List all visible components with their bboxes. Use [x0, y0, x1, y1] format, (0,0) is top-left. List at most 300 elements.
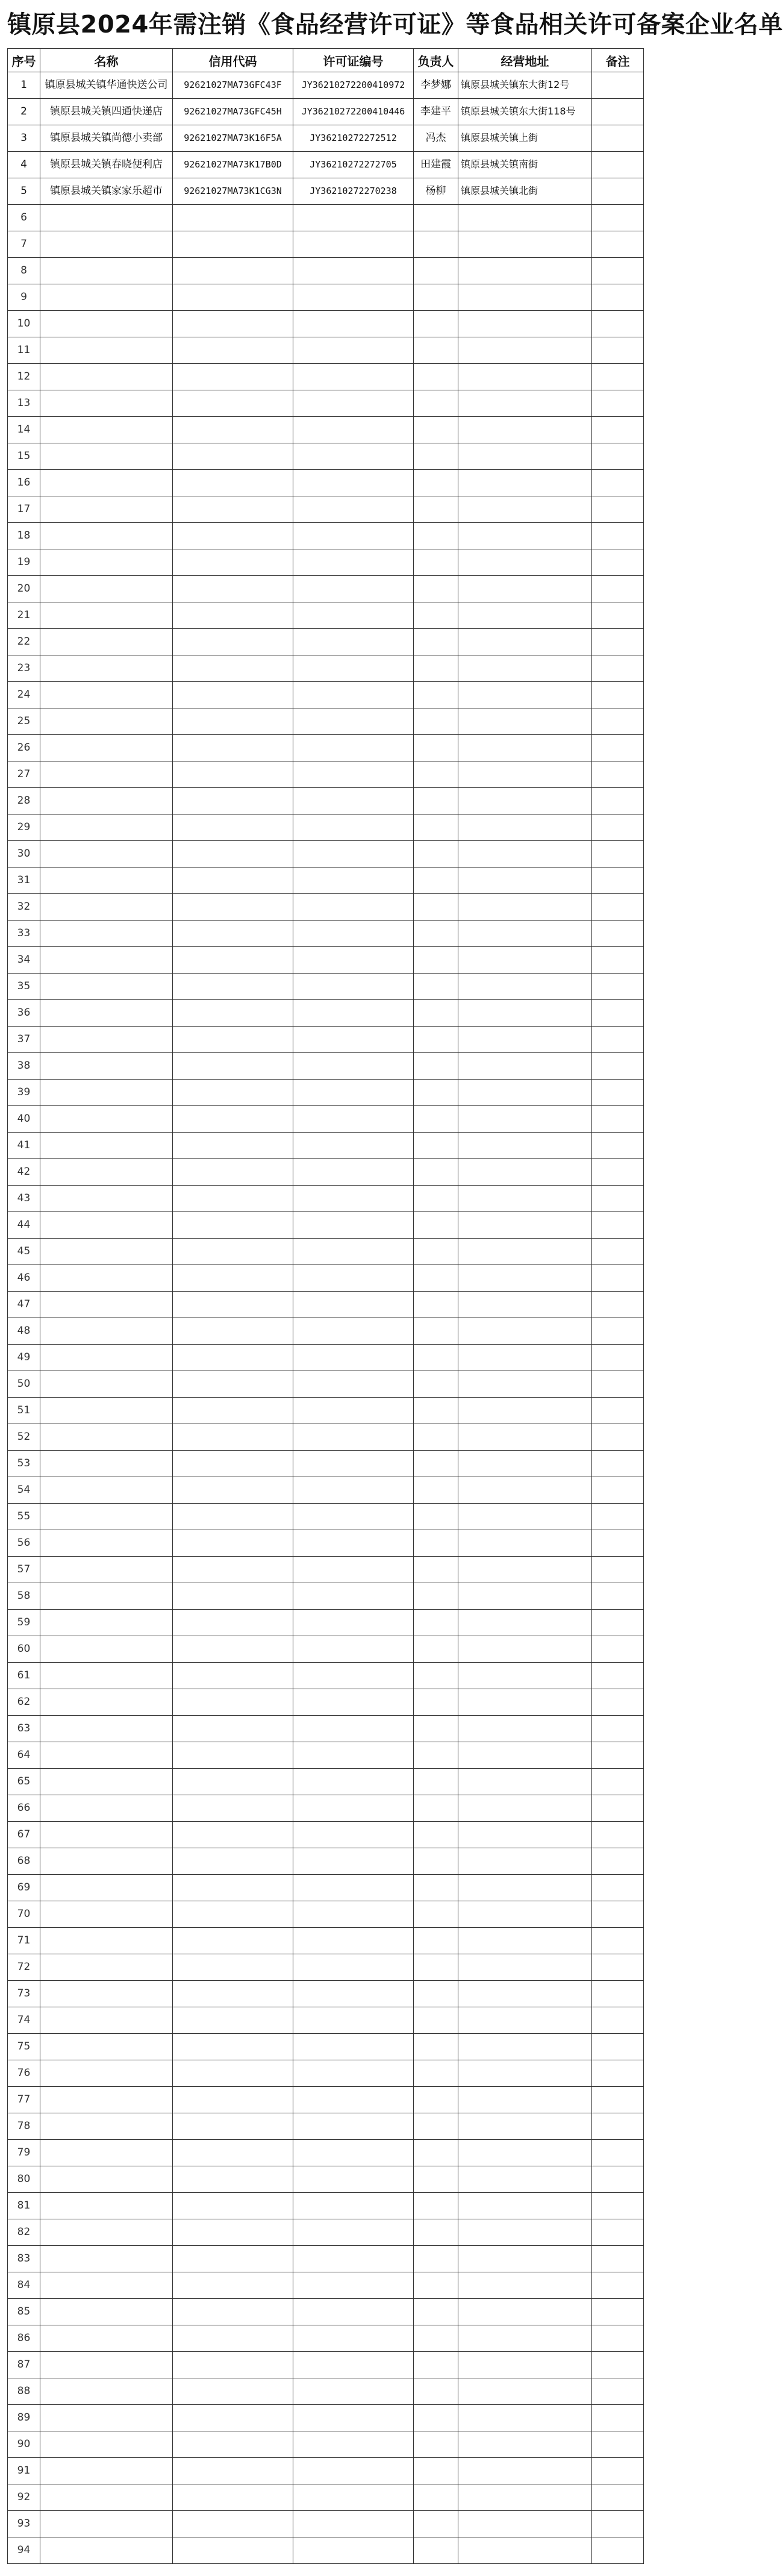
cell-person — [414, 1477, 458, 1504]
cell-credit-code: 92621027MA73K16F5A — [173, 125, 293, 152]
cell-address: 镇原县城关镇东大街118号 — [458, 99, 592, 125]
cell-permit-no — [293, 2060, 414, 2087]
cell-credit-code — [173, 1027, 293, 1053]
cell-person — [414, 2140, 458, 2166]
cell-permit-no — [293, 1769, 414, 1795]
table-row — [8, 1557, 644, 1583]
table-row — [8, 523, 644, 549]
cell-name — [40, 1106, 173, 1133]
cell-address — [458, 1212, 592, 1239]
cell-remark — [592, 2246, 644, 2272]
table-row — [8, 1318, 644, 1345]
cell-person — [414, 1557, 458, 1583]
cell-name — [40, 496, 173, 523]
table-row — [8, 2272, 644, 2299]
cell-person — [414, 2431, 458, 2458]
cell-name — [40, 1928, 173, 1954]
table-row — [8, 178, 644, 205]
cell-person: 杨柳 — [414, 178, 458, 205]
cell-credit-code — [173, 2325, 293, 2352]
table-row — [8, 2458, 644, 2484]
cell-permit-no — [293, 1636, 414, 1663]
table-header — [8, 49, 644, 72]
cell-address — [458, 1239, 592, 1265]
cell-permit-no — [293, 311, 414, 337]
cell-seq: 13 — [8, 390, 40, 417]
cell-credit-code — [173, 258, 293, 284]
cell-person — [414, 2246, 458, 2272]
cell-permit-no — [293, 549, 414, 576]
cell-name — [40, 921, 173, 947]
cell-permit-no — [293, 2034, 414, 2060]
cell-seq: 62 — [8, 1689, 40, 1716]
cell-address — [458, 2087, 592, 2113]
cell-seq: 76 — [8, 2060, 40, 2087]
cell-permit-no — [293, 1212, 414, 1239]
cell-address — [458, 1053, 592, 1080]
table-row — [8, 2431, 644, 2458]
cell-seq: 15 — [8, 443, 40, 470]
cell-credit-code — [173, 470, 293, 496]
cell-credit-code — [173, 1371, 293, 1398]
cell-name — [40, 2087, 173, 2113]
cell-seq: 16 — [8, 470, 40, 496]
cell-remark — [592, 1795, 644, 1822]
cell-person — [414, 1504, 458, 1530]
cell-permit-no — [293, 2325, 414, 2352]
cell-remark — [592, 2087, 644, 2113]
cell-remark — [592, 788, 644, 814]
cell-person — [414, 2087, 458, 2113]
cell-remark — [592, 1371, 644, 1398]
cell-seq: 70 — [8, 1901, 40, 1928]
cell-seq: 20 — [8, 576, 40, 602]
cell-name — [40, 1451, 173, 1477]
cell-remark — [592, 1875, 644, 1901]
cell-seq: 77 — [8, 2087, 40, 2113]
cell-address — [458, 894, 592, 921]
cell-seq: 6 — [8, 205, 40, 231]
cell-seq: 89 — [8, 2405, 40, 2431]
cell-name — [40, 1186, 173, 1212]
table-row — [8, 1636, 644, 1663]
cell-permit-no — [293, 1027, 414, 1053]
table-row — [8, 258, 644, 284]
table-row — [8, 2352, 644, 2378]
cell-person — [414, 1795, 458, 1822]
cell-remark — [592, 2113, 644, 2140]
table-row — [8, 1106, 644, 1133]
table-row — [8, 1398, 644, 1424]
cell-credit-code — [173, 231, 293, 258]
header-row — [8, 49, 644, 72]
cell-seq: 69 — [8, 1875, 40, 1901]
cell-person — [414, 761, 458, 788]
cell-credit-code — [173, 1848, 293, 1875]
table-row — [8, 2087, 644, 2113]
cell-remark — [592, 2166, 644, 2193]
table-row — [8, 2060, 644, 2087]
cell-permit-no — [293, 2458, 414, 2484]
cell-person — [414, 708, 458, 735]
cell-name: 镇原县城关镇华通快送公司 — [40, 72, 173, 99]
cell-permit-no — [293, 2299, 414, 2325]
cell-address — [458, 2166, 592, 2193]
cell-seq: 26 — [8, 735, 40, 761]
cell-name — [40, 1053, 173, 1080]
cell-permit-no — [293, 2272, 414, 2299]
cell-permit-no — [293, 1795, 414, 1822]
cell-person — [414, 1000, 458, 1027]
cell-credit-code — [173, 1636, 293, 1663]
cell-name — [40, 1689, 173, 1716]
cell-name — [40, 2246, 173, 2272]
cell-credit-code — [173, 205, 293, 231]
cell-permit-no — [293, 974, 414, 1000]
cell-seq: 44 — [8, 1212, 40, 1239]
cell-address — [458, 284, 592, 311]
cell-address — [458, 1610, 592, 1636]
cell-credit-code — [173, 1716, 293, 1742]
cell-seq: 35 — [8, 974, 40, 1000]
cell-remark — [592, 470, 644, 496]
cell-name — [40, 602, 173, 629]
cell-name — [40, 1530, 173, 1557]
cell-permit-no — [293, 735, 414, 761]
cell-address — [458, 576, 592, 602]
cell-address — [458, 231, 592, 258]
cell-name — [40, 1636, 173, 1663]
cell-permit-no — [293, 921, 414, 947]
cell-name — [40, 2325, 173, 2352]
cell-permit-no — [293, 1186, 414, 1212]
cell-address — [458, 1292, 592, 1318]
table-row — [8, 921, 644, 947]
table-row — [8, 708, 644, 735]
cell-seq: 90 — [8, 2431, 40, 2458]
cell-address — [458, 2060, 592, 2087]
cell-remark — [592, 1424, 644, 1451]
cell-person — [414, 417, 458, 443]
cell-name — [40, 1848, 173, 1875]
cell-address — [458, 708, 592, 735]
cell-credit-code — [173, 2272, 293, 2299]
table-row — [8, 1212, 644, 1239]
cell-remark — [592, 1901, 644, 1928]
cell-address — [458, 1716, 592, 1742]
registry-table — [7, 48, 644, 2564]
cell-name: 镇原县城关镇尚德小卖部 — [40, 125, 173, 152]
cell-permit-no — [293, 894, 414, 921]
cell-name — [40, 2034, 173, 2060]
cell-address — [458, 921, 592, 947]
cell-remark — [592, 576, 644, 602]
cell-person — [414, 894, 458, 921]
cell-address — [458, 1981, 592, 2007]
cell-credit-code — [173, 1901, 293, 1928]
cell-person — [414, 1371, 458, 1398]
cell-address — [458, 1742, 592, 1769]
cell-credit-code — [173, 1106, 293, 1133]
cell-seq: 49 — [8, 1345, 40, 1371]
cell-name — [40, 2511, 173, 2537]
cell-person — [414, 1053, 458, 1080]
cell-name — [40, 576, 173, 602]
cell-name — [40, 814, 173, 841]
cell-name — [40, 284, 173, 311]
cell-credit-code — [173, 2007, 293, 2034]
cell-credit-code — [173, 2484, 293, 2511]
cell-permit-no — [293, 2484, 414, 2511]
cell-seq: 24 — [8, 682, 40, 708]
cell-remark — [592, 2458, 644, 2484]
table-row — [8, 1928, 644, 1954]
cell-name — [40, 2484, 173, 2511]
cell-remark — [592, 284, 644, 311]
cell-credit-code — [173, 1265, 293, 1292]
cell-remark — [592, 311, 644, 337]
table-row — [8, 629, 644, 655]
cell-permit-no — [293, 1239, 414, 1265]
cell-remark — [592, 2272, 644, 2299]
cell-name — [40, 735, 173, 761]
cell-address — [458, 205, 592, 231]
cell-permit-no — [293, 2246, 414, 2272]
cell-address — [458, 1663, 592, 1689]
cell-person — [414, 364, 458, 390]
cell-person — [414, 2299, 458, 2325]
cell-seq: 53 — [8, 1451, 40, 1477]
cell-seq: 92 — [8, 2484, 40, 2511]
cell-name — [40, 841, 173, 868]
cell-remark — [592, 2325, 644, 2352]
cell-seq: 57 — [8, 1557, 40, 1583]
cell-remark — [592, 2484, 644, 2511]
cell-person — [414, 921, 458, 947]
cell-person — [414, 1901, 458, 1928]
cell-permit-no — [293, 337, 414, 364]
table-row — [8, 443, 644, 470]
cell-seq: 25 — [8, 708, 40, 735]
cell-credit-code — [173, 655, 293, 682]
table-row — [8, 814, 644, 841]
cell-person — [414, 655, 458, 682]
cell-seq: 55 — [8, 1504, 40, 1530]
cell-person — [414, 284, 458, 311]
cell-name — [40, 1663, 173, 1689]
cell-name — [40, 1504, 173, 1530]
cell-name — [40, 1265, 173, 1292]
cell-permit-no — [293, 814, 414, 841]
cell-person: 李建平 — [414, 99, 458, 125]
cell-credit-code — [173, 576, 293, 602]
cell-name — [40, 1133, 173, 1159]
cell-person — [414, 470, 458, 496]
cell-address — [458, 974, 592, 1000]
cell-remark — [592, 2537, 644, 2564]
table-row — [8, 2511, 644, 2537]
cell-address — [458, 2378, 592, 2405]
cell-address: 镇原县城关镇上街 — [458, 125, 592, 152]
cell-remark — [592, 1451, 644, 1477]
cell-address — [458, 364, 592, 390]
table-row — [8, 1848, 644, 1875]
cell-seq: 9 — [8, 284, 40, 311]
cell-seq: 10 — [8, 311, 40, 337]
cell-remark — [592, 1239, 644, 1265]
cell-permit-no: JY36210272272705 — [293, 152, 414, 178]
cell-seq: 41 — [8, 1133, 40, 1159]
cell-remark — [592, 1716, 644, 1742]
cell-remark — [592, 2378, 644, 2405]
cell-address — [458, 311, 592, 337]
cell-permit-no — [293, 947, 414, 974]
cell-person — [414, 1318, 458, 1345]
cell-credit-code — [173, 1689, 293, 1716]
cell-person — [414, 1822, 458, 1848]
cell-address — [458, 496, 592, 523]
cell-person — [414, 1610, 458, 1636]
cell-seq: 71 — [8, 1928, 40, 1954]
cell-person — [414, 735, 458, 761]
cell-remark — [592, 921, 644, 947]
cell-remark — [592, 1557, 644, 1583]
cell-remark — [592, 2299, 644, 2325]
cell-address — [458, 1424, 592, 1451]
cell-remark — [592, 496, 644, 523]
cell-seq: 61 — [8, 1663, 40, 1689]
cell-remark — [592, 1027, 644, 1053]
cell-address — [458, 2113, 592, 2140]
cell-remark — [592, 868, 644, 894]
cell-credit-code — [173, 2246, 293, 2272]
cell-name — [40, 788, 173, 814]
cell-seq: 32 — [8, 894, 40, 921]
cell-remark — [592, 1133, 644, 1159]
cell-credit-code — [173, 417, 293, 443]
cell-credit-code — [173, 2352, 293, 2378]
cell-person — [414, 2060, 458, 2087]
cell-credit-code — [173, 1477, 293, 1504]
cell-name — [40, 1954, 173, 1981]
cell-address — [458, 1080, 592, 1106]
cell-credit-code — [173, 364, 293, 390]
cell-permit-no — [293, 1424, 414, 1451]
cell-credit-code — [173, 708, 293, 735]
cell-address — [458, 390, 592, 417]
cell-name — [40, 708, 173, 735]
cell-address — [458, 1636, 592, 1663]
cell-permit-no: JY36210272200410972 — [293, 72, 414, 99]
cell-seq: 2 — [8, 99, 40, 125]
cell-person — [414, 1265, 458, 1292]
table-row — [8, 2299, 644, 2325]
cell-remark — [592, 1636, 644, 1663]
cell-remark — [592, 1504, 644, 1530]
cell-address — [458, 1186, 592, 1212]
cell-seq: 84 — [8, 2272, 40, 2299]
cell-seq: 17 — [8, 496, 40, 523]
table-row — [8, 99, 644, 125]
cell-person — [414, 868, 458, 894]
cell-credit-code — [173, 735, 293, 761]
cell-seq: 27 — [8, 761, 40, 788]
cell-person — [414, 2193, 458, 2219]
cell-seq: 11 — [8, 337, 40, 364]
table-row — [8, 841, 644, 868]
cell-name — [40, 364, 173, 390]
cell-credit-code — [173, 337, 293, 364]
cell-credit-code — [173, 2299, 293, 2325]
cell-name — [40, 2405, 173, 2431]
cell-seq: 87 — [8, 2352, 40, 2378]
cell-name — [40, 523, 173, 549]
cell-person — [414, 496, 458, 523]
cell-address — [458, 1159, 592, 1186]
cell-permit-no — [293, 2511, 414, 2537]
cell-person — [414, 2166, 458, 2193]
cell-permit-no — [293, 1398, 414, 1424]
cell-credit-code — [173, 1663, 293, 1689]
cell-permit-no — [293, 1928, 414, 1954]
table-row — [8, 2113, 644, 2140]
cell-credit-code — [173, 1133, 293, 1159]
cell-seq: 43 — [8, 1186, 40, 1212]
cell-address — [458, 1928, 592, 1954]
cell-name — [40, 1080, 173, 1106]
cell-name — [40, 655, 173, 682]
cell-remark — [592, 231, 644, 258]
cell-credit-code — [173, 390, 293, 417]
cell-credit-code — [173, 2458, 293, 2484]
cell-remark — [592, 1159, 644, 1186]
cell-name — [40, 2431, 173, 2458]
cell-remark — [592, 1318, 644, 1345]
cell-person — [414, 1292, 458, 1318]
cell-address — [458, 735, 592, 761]
cell-name — [40, 311, 173, 337]
table-row — [8, 284, 644, 311]
table-row — [8, 1027, 644, 1053]
cell-seq: 82 — [8, 2219, 40, 2246]
cell-address — [458, 788, 592, 814]
cell-remark — [592, 1186, 644, 1212]
cell-credit-code — [173, 2166, 293, 2193]
cell-remark — [592, 1265, 644, 1292]
cell-person — [414, 682, 458, 708]
cell-remark — [592, 523, 644, 549]
cell-person — [414, 2537, 458, 2564]
cell-credit-code — [173, 1212, 293, 1239]
cell-address: 镇原县城关镇北街 — [458, 178, 592, 205]
cell-address — [458, 1583, 592, 1610]
cell-name — [40, 2140, 173, 2166]
cell-credit-code — [173, 1822, 293, 1848]
cell-credit-code — [173, 868, 293, 894]
cell-permit-no — [293, 1530, 414, 1557]
cell-address — [458, 2246, 592, 2272]
table-row — [8, 2246, 644, 2272]
header-permit-no: 许可证编号 — [293, 49, 414, 72]
cell-remark — [592, 1981, 644, 2007]
table-row — [8, 311, 644, 337]
cell-person — [414, 947, 458, 974]
table-row — [8, 2034, 644, 2060]
cell-permit-no — [293, 2378, 414, 2405]
cell-seq: 21 — [8, 602, 40, 629]
table-row — [8, 868, 644, 894]
cell-name — [40, 337, 173, 364]
